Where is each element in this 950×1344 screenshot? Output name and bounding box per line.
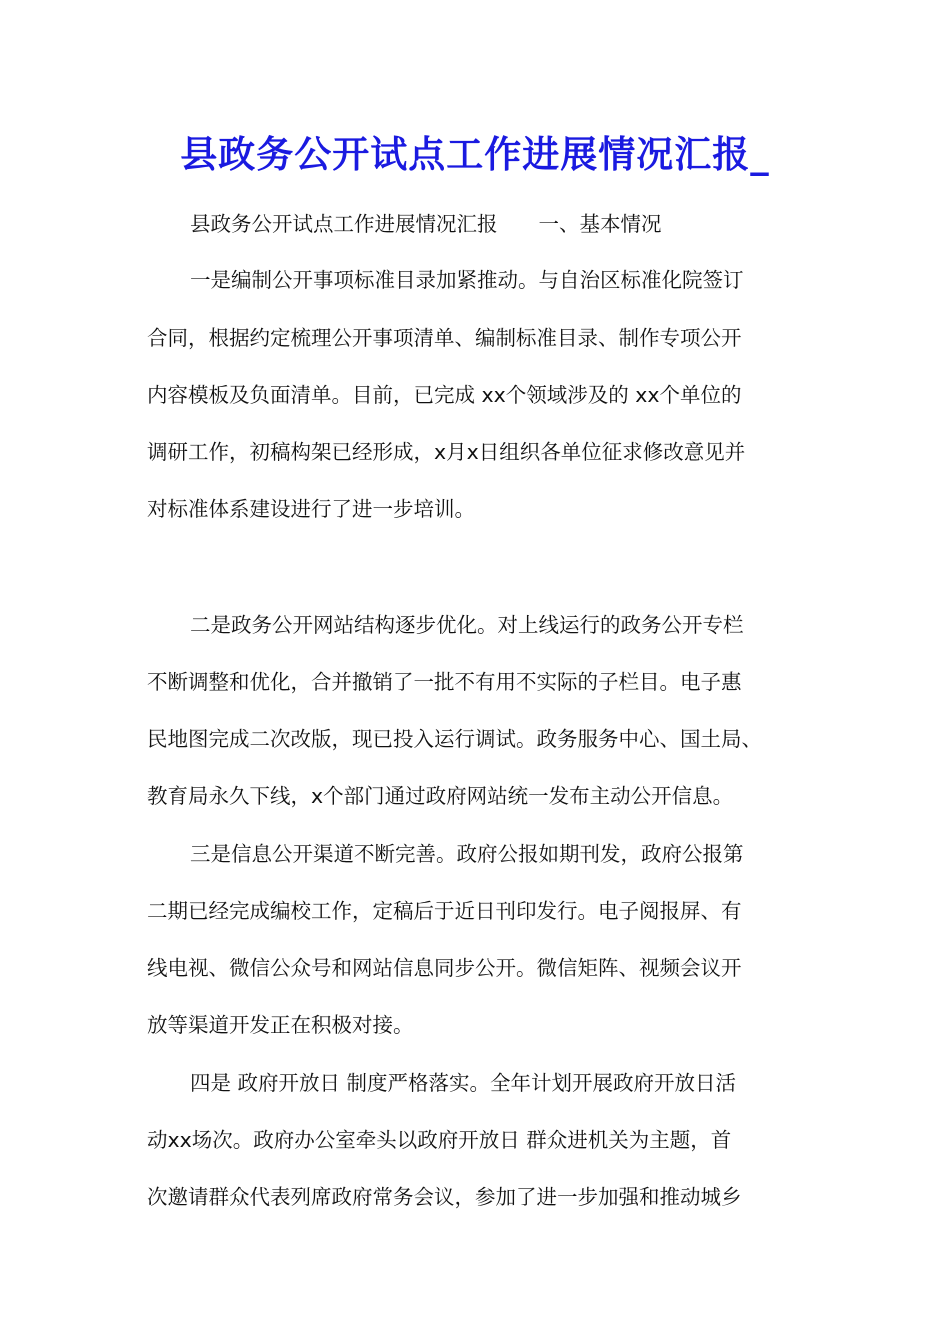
paragraph-4-line-2: 动xx场次。政府办公室牵头以政府开放日 群众进机关为主题，首 bbox=[147, 1128, 732, 1152]
paragraph-4-line-3: 次邀请群众代表列席政府常务会议，参加了进一步加强和推动城乡 bbox=[147, 1185, 742, 1209]
paragraph-1-line-4: 调研工作，初稿构架已经形成，x月x日组织各单位征求修改意见并 bbox=[147, 440, 746, 464]
paragraph-2-line-3: 民地图完成二次改版，现已投入运行调试。政务服务中心、国土局、 bbox=[147, 727, 762, 751]
paragraph-3-line-3: 线电视、微信公众号和网站信息同步公开。微信矩阵、视频会议开 bbox=[147, 956, 742, 980]
paragraph-2-line-4: 教育局永久下线，x个部门通过政府网站统一发布主动公开信息。 bbox=[147, 784, 734, 808]
paragraph-1-line-2: 合同，根据约定梳理公开事项清单、编制标准目录、制作专项公开 bbox=[147, 326, 742, 350]
paragraph-2-line-2: 不断调整和优化，合并撤销了一批不有用不实际的子栏目。电子惠 bbox=[147, 670, 742, 694]
paragraph-1-line-3: 内容模板及负面清单。目前，已完成 xx个领域涉及的 xx个单位的 bbox=[147, 383, 742, 407]
paragraph-3-line-1: 三是信息公开渠道不断完善。政府公报如期刊发，政府公报第 bbox=[190, 842, 744, 866]
paragraph-3-line-2: 二期已经完成编校工作，定稿后于近日刊印发行。电子阅报屏、有 bbox=[147, 899, 742, 923]
paragraph-2-line-1: 二是政务公开网站结构逐步优化。对上线运行的政务公开专栏 bbox=[190, 613, 744, 637]
paragraph-1-line-1: 一是编制公开事项标准目录加紧推动。与自治区标准化院签订 bbox=[190, 268, 744, 292]
intro-line: 县政务公开试点工作进展情况汇报 一、基本情况 bbox=[190, 212, 662, 236]
paragraph-4-line-1: 四是 政府开放日 制度严格落实。全年计划开展政府开放日活 bbox=[190, 1071, 737, 1095]
paragraph-1-line-5: 对标准体系建设进行了进一步培训。 bbox=[147, 497, 475, 521]
paragraph-3-line-4: 放等渠道开发正在积极对接。 bbox=[147, 1013, 414, 1037]
document-title: 县政务公开试点工作进展情况汇报_ bbox=[180, 132, 770, 176]
